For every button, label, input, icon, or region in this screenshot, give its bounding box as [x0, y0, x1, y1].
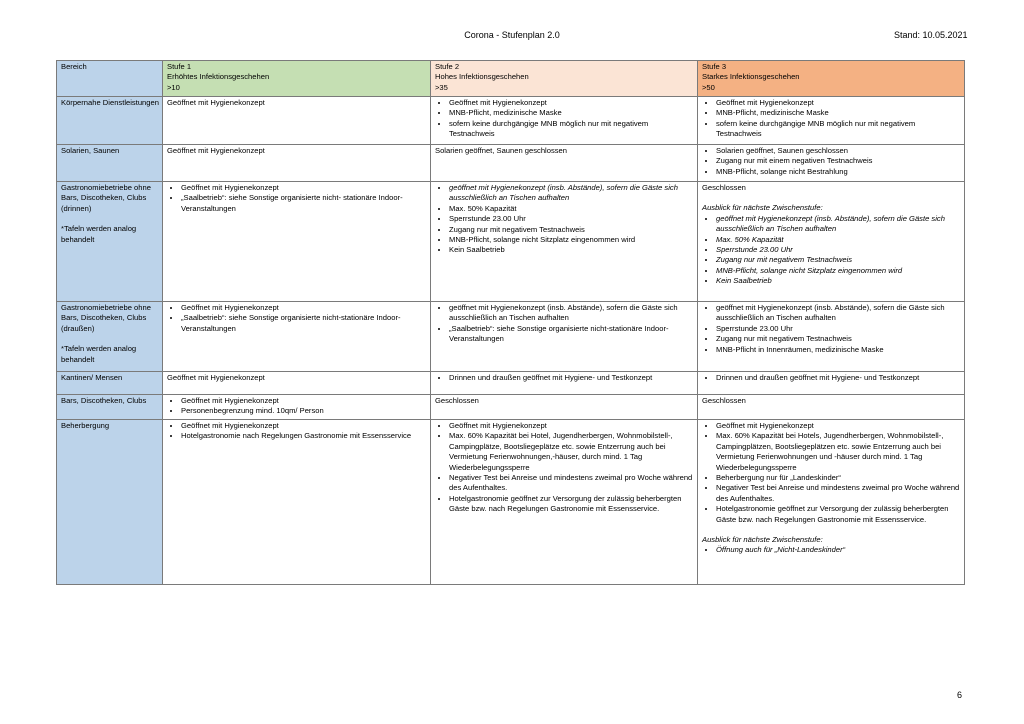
- bereich-label: Kantinen/ Mensen: [61, 373, 123, 382]
- stufe-3-cell: [698, 420, 965, 585]
- table-row: [57, 97, 965, 145]
- outlook-label: Ausblick für nächste Zwischenstufe:: [702, 203, 823, 213]
- table-row: [57, 395, 965, 420]
- list-item: • Hotelgastronomie nach Regelungen Gastronomie mit Essensservice: [181, 431, 427, 441]
- stufe-2-cell: [431, 395, 698, 420]
- bereich-label: Gastronomiebetriebe ohne Bars, Discotheken, Clubs (drinnen): [61, 183, 151, 213]
- list-item: • geöffnet mit Hygienekonzept (insb. Abstände), sofern die Gäste sich ausschließlich an Tischen aufhalten: [716, 214, 961, 235]
- list-item: • Max. 60% Kapazität bei Hotels, Jugendherbergen, Wohnmobilstell-, Campingplätzen, Bootsliegeplätzen etc. sowie Entzerrung auch bei Vermietung Ferienwohnungen und -häuser durch mind. 1 Tag Wiederbelegungssperre: [716, 431, 961, 473]
- list-item: • Zugang nur mit negativem Testnachweis: [716, 334, 961, 344]
- list-item: • Sperrstunde 23.00 Uhr: [449, 214, 694, 224]
- header-sublabel: Starkes Infektionsgeschehen: [702, 72, 800, 82]
- list-item: • Max. 50% Kapazität: [716, 235, 961, 245]
- bullet-list: [702, 545, 961, 555]
- header-stufe-2: [431, 61, 698, 97]
- list-item: • Drinnen und draußen geöffnet mit Hygiene- und Testkonzept: [449, 373, 694, 383]
- bereich-note: *Tafeln werden analog behandelt: [61, 224, 137, 244]
- header-label: Bereich: [61, 62, 87, 71]
- cell-text: Geöffnet mit Hygienekonzept: [167, 98, 265, 107]
- list-item: • Geöffnet mit Hygienekonzept: [181, 421, 427, 431]
- list-item: • geöffnet mit Hygienekonzept (insb. Abstände), sofern die Gäste sich ausschließlich an Tischen aufhalten: [716, 303, 961, 324]
- list-item: • Negativer Test bei Anreise und mindestens zweimal pro Woche während des Aufenthaltes.: [449, 473, 694, 494]
- header-label: Stufe 2: [435, 62, 460, 71]
- header-bereich: [57, 61, 163, 97]
- bullet-list: [435, 373, 694, 383]
- stufe-1-cell: [163, 97, 431, 145]
- list-item: • Hotelgastronomie geöffnet zur Versorgung der zulässig beherbergten Gäste bzw. nach Regelungen Gastronomie mit Essensservice.: [449, 494, 694, 515]
- list-item: • Solarien geöffnet, Saunen geschlossen: [716, 146, 961, 156]
- stufe-2-cell: [431, 182, 698, 302]
- list-item: • „Saalbetrieb“: siehe Sonstige organisierte nicht-stationäre Indoor-Veranstaltungen: [449, 324, 694, 345]
- list-item: • Hotelgastronomie geöffnet zur Versorgung der zulässig beherbergten Gäste bzw. nach Regelungen Gastronomie mit Essensservice.: [716, 504, 961, 525]
- list-item: • sofern keine durchgängige MNB möglich nur mit negativem Testnachweis: [449, 119, 694, 140]
- bereich-cell: [57, 420, 163, 585]
- list-item: • geöffnet mit Hygienekonzept (insb. Abstände), sofern die Gäste sich ausschließlich an Tischen aufhalten: [449, 303, 694, 324]
- stufe-2-cell: [431, 420, 698, 585]
- list-item: • Geöffnet mit Hygienekonzept: [181, 303, 427, 313]
- bereich-cell: [57, 372, 163, 395]
- stufenplan-table: [56, 60, 965, 585]
- stufe-1-cell: [163, 420, 431, 585]
- bullet-list: [702, 146, 961, 177]
- list-item: • Drinnen und draußen geöffnet mit Hygiene- und Testkonzept: [716, 373, 961, 383]
- stufe-3-cell: [698, 395, 965, 420]
- bullet-list: [167, 183, 427, 214]
- list-item: • MNB-Pflicht in Innenräumen, medizinische Maske: [716, 345, 961, 355]
- stufe-2-cell: [431, 302, 698, 372]
- bereich-label: Körpernahe Dienstleistungen: [61, 98, 159, 107]
- bereich-cell: [57, 145, 163, 182]
- table-header-row: [57, 61, 965, 97]
- list-item: • MNB-Pflicht, medizinische Maske: [449, 108, 694, 118]
- page-number: 6: [957, 690, 963, 700]
- bullet-list: [435, 421, 694, 515]
- bullet-list: [167, 303, 427, 334]
- stufe-1-cell: [163, 395, 431, 420]
- header-label: Stufe 1: [167, 62, 192, 71]
- table-row: [57, 372, 965, 395]
- header-sublabel: Erhöhtes Infektionsgeschehen: [167, 72, 270, 82]
- list-item: • Geöffnet mit Hygienekonzept: [449, 421, 694, 431]
- list-item: • Geöffnet mit Hygienekonzept: [181, 183, 427, 193]
- list-item: • Kein Saalbetrieb: [449, 245, 694, 255]
- table-row: [57, 302, 965, 372]
- bereich-label: Bars, Discotheken, Clubs: [61, 396, 147, 405]
- bullet-list: [702, 421, 961, 525]
- stufe-1-cell: [163, 372, 431, 395]
- list-item: • Beherbergung nur für „Landeskinder“: [716, 473, 961, 483]
- list-item: • Geöffnet mit Hygienekonzept: [716, 421, 961, 431]
- list-item: • „Saalbetrieb“: siehe Sonstige organisierte nicht- stationäre Indoor-Veranstaltungen: [181, 193, 427, 214]
- list-item: • Max. 50% Kapazität: [449, 204, 694, 214]
- cell-text: Geschlossen: [435, 396, 479, 405]
- header-sublabel: Hohes Infektionsgeschehen: [435, 72, 529, 82]
- header-label: Stufe 3: [702, 62, 727, 71]
- list-item: • Geöffnet mit Hygienekonzept: [181, 396, 427, 406]
- stufe-1-cell: [163, 302, 431, 372]
- document-title: Corona - Stufenplan 2.0: [464, 30, 560, 40]
- bereich-cell: [57, 302, 163, 372]
- stufe-2-cell: [431, 372, 698, 395]
- list-item: • sofern keine durchgängige MNB möglich nur mit negativem Testnachweis: [716, 119, 961, 140]
- list-item: • Geöffnet mit Hygienekonzept: [716, 98, 961, 108]
- stufe-3-cell: [698, 182, 965, 302]
- bereich-cell: [57, 182, 163, 302]
- stufe-3-cell: [698, 372, 965, 395]
- bullet-list: [702, 373, 961, 383]
- bullet-list: [702, 303, 961, 355]
- bereich-note: *Tafeln werden analog behandelt: [61, 344, 137, 364]
- stufe-1-cell: [163, 182, 431, 302]
- stufe-3-cell: [698, 97, 965, 145]
- bullet-list: [702, 98, 961, 140]
- stufe-2-cell: [431, 145, 698, 182]
- list-item: • MNB-Pflicht, medizinische Maske: [716, 108, 961, 118]
- bullet-list: [167, 396, 427, 417]
- stufe-3-cell: [698, 145, 965, 182]
- header-stufe-3: [698, 61, 965, 97]
- list-item: • Zugang nur mit einem negativen Testnachweis: [716, 156, 961, 166]
- stufe-1-cell: [163, 145, 431, 182]
- header-threshold: >35: [435, 82, 448, 92]
- bullet-list: [435, 303, 694, 345]
- bereich-label: Solarien, Saunen: [61, 146, 120, 155]
- list-item: • „Saalbetrieb“: siehe Sonstige organisierte nicht-stationäre Indoor-Veranstaltungen: [181, 313, 427, 334]
- bullet-list: [167, 421, 427, 442]
- list-item: • MNB-Pflicht, solange nicht Sitzplatz eingenommen wird: [449, 235, 694, 245]
- list-item: • Zugang nur mit negativem Testnachweis: [716, 255, 961, 265]
- list-item: • Personenbegrenzung mind. 10qm/ Person: [181, 406, 427, 416]
- list-item: • Max. 60% Kapazität bei Hotel, Jugendherbergen, Wohnmobilstell-, Campingplätze, Bootsliegeplätze etc. sowie Entzerrung auch bei Vermietung Ferienwohnungen,-häuser, durch mind. 1 Tag Wiederbelegungssperre: [449, 431, 694, 473]
- cell-text: Geöffnet mit Hygienekonzept: [167, 146, 265, 155]
- bereich-cell: [57, 97, 163, 145]
- bullet-list: [702, 214, 961, 287]
- bullet-list: [435, 98, 694, 140]
- list-item: • MNB-Pflicht, solange nicht Bestrahlung: [716, 167, 961, 177]
- table-row: [57, 145, 965, 182]
- header-threshold: >10: [167, 82, 180, 92]
- bereich-cell: [57, 395, 163, 420]
- cell-text: Solarien geöffnet, Saunen geschlossen: [435, 146, 568, 155]
- list-item: • Kein Saalbetrieb: [716, 276, 961, 286]
- bullet-list: [435, 183, 694, 256]
- outlook-label: Ausblick für nächste Zwischenstufe:: [702, 535, 823, 545]
- list-item: • MNB-Pflicht, solange nicht Sitzplatz eingenommen wird: [716, 266, 961, 276]
- cell-text: Geschlossen: [702, 396, 746, 405]
- cell-text: Geschlossen: [702, 183, 746, 192]
- list-item: • Sperrstunde 23.00 Uhr: [716, 324, 961, 334]
- cell-text: Geöffnet mit Hygienekonzept: [167, 373, 265, 382]
- header-threshold: >50: [702, 82, 715, 92]
- list-item: • geöffnet mit Hygienekonzept (insb. Abstände), sofern die Gäste sich ausschließlich an Tischen aufhalten: [449, 183, 694, 204]
- list-item: • Zugang nur mit negativem Testnachweis: [449, 225, 694, 235]
- list-item: • Öffnung auch für „Nicht-Landeskinder“: [716, 545, 961, 555]
- list-item: • Sperrstunde 23.00 Uhr: [716, 245, 961, 255]
- list-item: • Negativer Test bei Anreise und mindestens zweimal pro Woche während des Aufenthaltes.: [716, 483, 961, 504]
- bereich-label: Gastronomiebetriebe ohne Bars, Discotheken, Clubs (draußen): [61, 303, 151, 333]
- list-item: • Geöffnet mit Hygienekonzept: [449, 98, 694, 108]
- table-row: [57, 420, 965, 585]
- stufe-2-cell: [431, 97, 698, 145]
- table-row: [57, 182, 965, 302]
- header-stufe-1: [163, 61, 431, 97]
- document-date: Stand: 10.05.2021: [894, 30, 968, 40]
- bereich-label: Beherbergung: [61, 421, 110, 430]
- stufe-3-cell: [698, 302, 965, 372]
